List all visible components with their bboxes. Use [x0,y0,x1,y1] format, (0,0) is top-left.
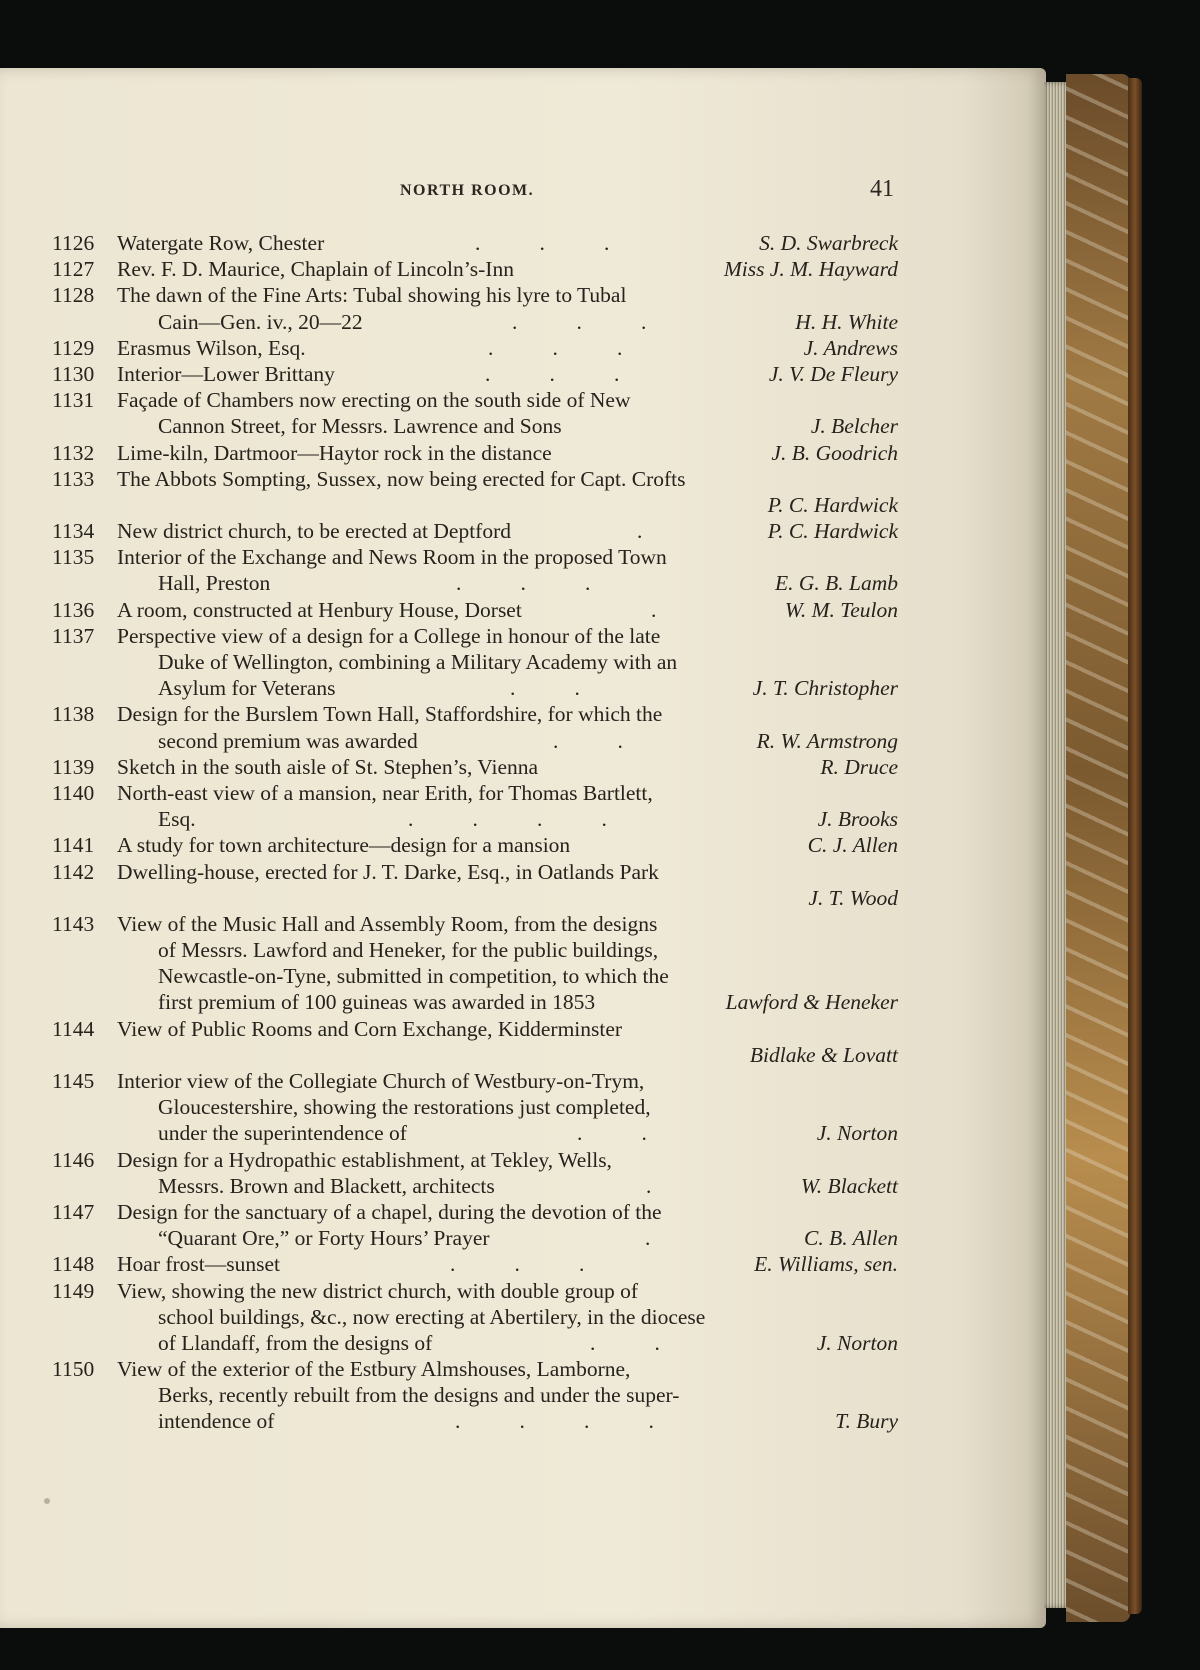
entry-number: 1128 [52,283,95,308]
catalogue-entry [0,1278,1200,1304]
catalogue-entry [0,911,1200,937]
running-head [0,176,1200,212]
entry-artist: Lawford & Heneker [725,990,898,1015]
entry-number: 1150 [52,1357,95,1382]
entry-title: Erasmus Wilson, Esq. [117,335,306,360]
entry-title: Cain—Gen. iv., 20—22 [158,309,363,334]
entry-artist: P. C. Hardwick [767,492,898,517]
entry-title: Hall, Preston [158,571,271,596]
entry-title: of Messrs. Lawford and Heneker, for the public buildings, [158,938,659,963]
entry-title: View of the Music Hall and Assembly Room, from the designs [117,911,658,936]
catalogue-entry [0,859,1200,885]
catalogue-entry [0,1251,1200,1277]
entry-number: 1131 [52,388,95,413]
catalogue-entry-continuation [0,1120,1200,1146]
entry-title: second premium was awarded [158,728,418,753]
entry-title: of Llandaff, from the designs of [158,1330,433,1355]
catalogue-entry-continuation [0,675,1200,701]
dot-leaders: . . . [456,571,591,596]
entry-artist: P. C. Hardwick [767,519,898,544]
catalogue-entry [0,1199,1200,1225]
entry-artist: J. T. Wood [808,885,898,910]
dot-leaders: . . [553,728,623,753]
entry-number: 1136 [52,597,95,622]
catalogue-entry-continuation [0,1382,1200,1408]
entry-title: Messrs. Brown and Blackett, architects [158,1173,495,1198]
entry-title: A room, constructed at Henbury House, Dorset [117,597,522,622]
catalogue-entry [0,701,1200,727]
dot-leaders: . . [510,676,580,701]
catalogue-entry-continuation [0,649,1200,675]
entry-artist: Bidlake & Lovatt [749,1042,898,1067]
catalogue-entry [0,544,1200,570]
entry-artist: W. Blackett [800,1173,898,1198]
catalogue-entry [0,1147,1200,1173]
catalogue-entry-continuation [0,1042,1200,1068]
entry-title: Asylum for Veterans [158,676,336,701]
catalogue-entry-continuation [0,806,1200,832]
entry-title: Dwelling-house, erected for J. T. Darke, Esq., in Oatlands Park [117,859,659,884]
entry-artist: J. V. De Fleury [768,361,898,386]
entry-title: Newcastle-on-Tyne, submitted in competition, to which the [158,964,669,989]
dot-leaders: . . . [488,335,623,360]
entry-artist: J. Norton [816,1121,898,1146]
catalogue-entry-continuation [0,413,1200,439]
entry-number: 1142 [52,859,95,884]
dot-leaders: . . [590,1330,660,1355]
page-smudge [44,1498,50,1504]
catalogue-entry-continuation [0,309,1200,335]
entry-number: 1139 [52,754,95,779]
dot-leaders: . . [577,1121,647,1146]
dot-leaders: . . . [475,231,610,255]
entry-title: View of the exterior of the Estbury Almshouses, Lamborne, [117,1357,631,1382]
entry-number: 1132 [52,440,95,465]
entry-title: Watergate Row, Chester [117,231,325,255]
catalogue-entry [0,1356,1200,1382]
entry-artist: E. Williams, sen. [754,1252,898,1277]
catalogue-entry [0,230,1200,256]
entry-number: 1135 [52,545,95,570]
entry-title: Design for the sanctuary of a chapel, during the devotion of the [117,1199,662,1224]
catalogue-entry [0,466,1200,492]
entry-artist: J. Norton [816,1330,898,1355]
entry-number: 1141 [52,833,95,858]
entry-number: 1140 [52,780,95,805]
catalogue-entry [0,1016,1200,1042]
catalogue-entry-continuation [0,1330,1200,1356]
entry-title: under the superintendence of [158,1121,407,1146]
entry-title: school buildings, &c., now erecting at Abertilery, in the diocese [158,1304,706,1329]
catalogue-entry-continuation [0,570,1200,596]
entry-title: Esq. [158,807,196,832]
entry-title: Hoar frost—sunset [117,1252,281,1277]
entry-title: Design for a Hydropathic establishment, at Tekley, Wells, [117,1147,612,1172]
entry-title: Gloucestershire, showing the restorations just completed, [158,1095,651,1120]
entry-number: 1129 [52,335,95,360]
catalogue-entry-continuation [0,1304,1200,1330]
entry-number: 1126 [52,231,95,255]
entry-title: Lime-kiln, Dartmoor—Haytor rock in the distance [117,440,552,465]
entry-title: Sketch in the south aisle of St. Stephen’s, Vienna [117,754,539,779]
entry-number: 1144 [52,1016,95,1041]
running-head-title: NORTH ROOM. [400,182,535,199]
entry-title: The dawn of the Fine Arts: Tubal showing his lyre to Tubal [117,283,627,308]
entry-number: 1137 [52,623,95,648]
entry-number: 1134 [52,519,95,544]
catalogue-entry [0,832,1200,858]
catalogue-entry-continuation [0,989,1200,1015]
catalogue-entry [0,282,1200,308]
entry-artist: J. B. Goodrich [771,440,898,465]
catalogue-entry [0,361,1200,387]
entry-title: Façade of Chambers now erecting on the south side of New [117,388,631,413]
catalogue-entry [0,754,1200,780]
entry-title: Berks, recently rebuilt from the designs and under the super- [158,1383,680,1408]
catalogue-entry [0,518,1200,544]
catalogue-entry-continuation [0,1225,1200,1251]
dot-leaders: . . . [450,1252,585,1277]
entry-artist: Miss J. M. Hayward [723,257,898,282]
entry-title: Interior view of the Collegiate Church of Westbury-on-Trym, [117,1069,645,1093]
entry-artist: J. Brooks [817,807,898,832]
entry-number: 1130 [52,361,95,386]
entry-artist: C. J. Allen [807,833,898,858]
dot-leaders: . [645,1226,651,1251]
entry-artist: H. H. White [795,309,898,334]
page-number: 41 [870,176,894,202]
entry-artist: C. B. Allen [804,1226,898,1251]
catalogue-entries [0,230,1200,1435]
entry-title: first premium of 100 guineas was awarded in 1853 [158,990,596,1015]
catalogue-entry [0,440,1200,466]
entry-title: Design for the Burslem Town Hall, Staffordshire, for which the [117,702,663,727]
entry-artist: J. Andrews [803,335,898,360]
dot-leaders: . . . . [408,807,607,832]
entry-title: Interior of the Exchange and News Room in the proposed Town [117,545,667,570]
entry-title: “Quarant Ore,” or Forty Hours’ Prayer [158,1226,490,1251]
entry-number: 1133 [52,466,95,491]
entry-title: New district church, to be erected at Deptford [117,519,512,544]
catalogue-entry [0,387,1200,413]
entry-title: A study for town architecture—design for a mansion [117,833,571,858]
entry-title: intendence of [158,1409,275,1434]
entry-title: Perspective view of a design for a College in honour of the late [117,623,661,648]
entry-title: North-east view of a mansion, near Erith, for Thomas Bartlett, [117,780,653,805]
dot-leaders: . . . [485,361,620,386]
catalogue-entry [0,335,1200,361]
catalogue-entry-continuation [0,885,1200,911]
entry-number: 1145 [52,1069,95,1093]
entry-title: Interior—Lower Brittany [117,361,335,386]
entry-artist: W. M. Teulon [784,597,898,622]
catalogue-entry-continuation [0,937,1200,963]
entry-number: 1149 [52,1278,95,1303]
entry-number: 1146 [52,1147,95,1172]
entry-artist: T. Bury [835,1409,898,1434]
catalogue-entry-continuation [0,492,1200,518]
catalogue-entry-continuation [0,1094,1200,1120]
catalogue-entry [0,256,1200,282]
catalogue-entry-continuation [0,1408,1200,1434]
entry-title: Rev. F. D. Maurice, Chaplain of Lincoln’s-Inn [117,257,514,282]
catalogue-entry-continuation [0,728,1200,754]
entry-artist: R. Druce [820,754,898,779]
entry-number: 1143 [52,911,95,936]
entry-title: The Abbots Sompting, Sussex, now being erected for Capt. Crofts [117,466,686,491]
entry-artist: S. D. Swarbreck [759,231,898,255]
dot-leaders: . . . . [455,1409,654,1434]
catalogue-entry [0,780,1200,806]
entry-artist: J. Belcher [810,414,898,439]
entry-title: View, showing the new district church, with double group of [117,1278,638,1303]
entry-title: Cannon Street, for Messrs. Lawrence and Sons [158,414,562,439]
entry-title: View of Public Rooms and Corn Exchange, Kidderminster [117,1016,623,1041]
catalogue-entry [0,623,1200,649]
catalogue-entry-continuation [0,963,1200,989]
entry-number: 1138 [52,702,95,727]
dot-leaders: . [651,597,657,622]
entry-title: Duke of Wellington, combining a Military Academy with an [158,650,678,674]
dot-leaders: . . . [512,309,647,334]
entry-number: 1127 [52,257,95,282]
entry-number: 1147 [52,1199,95,1224]
catalogue-entry-continuation [0,1173,1200,1199]
dot-leaders: . [637,519,643,544]
dot-leaders: . [646,1173,652,1198]
entry-number: 1148 [52,1252,95,1277]
entry-artist: J. T. Christopher [752,676,898,701]
entry-artist: R. W. Armstrong [756,728,898,753]
entry-artist: E. G. B. Lamb [774,571,898,596]
catalogue-entry [0,597,1200,623]
catalogue-entry [0,1068,1200,1094]
